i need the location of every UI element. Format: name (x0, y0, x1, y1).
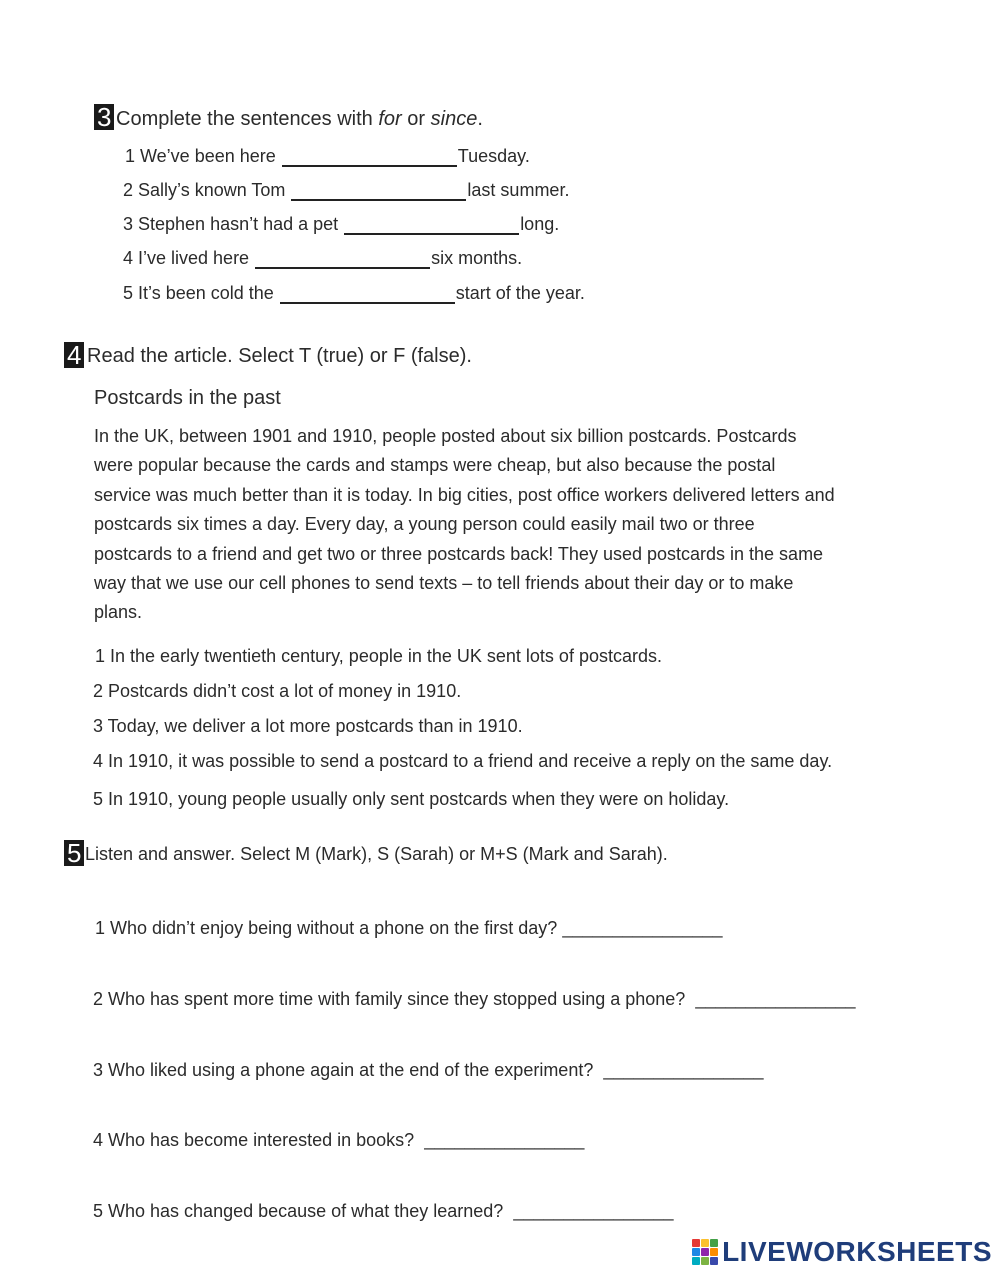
answer-field-q4[interactable]: ________________ (424, 1130, 585, 1150)
gap-fill-item: 5 It’s been cold the start of the year. (123, 283, 585, 303)
answer-field-q5[interactable]: ________________ (513, 1201, 674, 1221)
gap-fill-item: 1 We’ve been here Tuesday. (125, 146, 530, 166)
section-5-instruction: Listen and answer. Select M (Mark), S (Sarah) or M+S (Mark and Sarah). (85, 844, 668, 864)
gap-fill-item: 3 Stephen hasn’t had a pet long. (123, 214, 560, 234)
section-5-number: 5 (64, 840, 84, 866)
article-line: way that we use our cell phones to send texts – to tell friends about their day or to make (94, 573, 794, 594)
article-line: service was much better than it is today. In big cities, post office workers delivered letters and (94, 484, 835, 505)
true-false-statement-4[interactable]: 4 In 1910, it was possible to send a postcard to a friend and receive a reply on the same day. (93, 751, 833, 771)
gap-fill-item: 4 I’ve lived here six months. (123, 248, 523, 268)
logo-text: LIVEWORKSHEETS (722, 1236, 992, 1267)
answer-blank-3[interactable] (344, 215, 519, 235)
article-body (94, 422, 924, 628)
article-line: postcards six times a day. Every day, a young person could easily mail two or three (94, 514, 755, 535)
question-3: 3 Who liked using a phone again at the end of the experiment? ________________ (93, 1060, 764, 1080)
question-2: 2 Who has spent more time with family since they stopped using a phone? ________________ (93, 989, 856, 1009)
question-5: 5 Who has changed because of what they learned? ________________ (93, 1201, 674, 1221)
section-3-number: 3 (94, 104, 114, 130)
answer-field-q3[interactable]: ________________ (603, 1060, 764, 1080)
section-3-instruction: Complete the sentences with for or since. (116, 108, 483, 130)
answer-blank-1[interactable] (282, 147, 457, 167)
true-false-statement-3[interactable]: 3 Today, we deliver a lot more postcards than in 1910. (93, 716, 523, 736)
answer-blank-5[interactable] (280, 284, 455, 304)
article-title: Postcards in the past (94, 387, 281, 409)
gap-fill-item: 2 Sally’s known Tom last summer. (123, 180, 570, 200)
answer-blank-4[interactable] (255, 249, 430, 269)
true-false-statement-2[interactable]: 2 Postcards didn’t cost a lot of money in 1910. (93, 681, 462, 701)
answer-blank-2[interactable] (291, 181, 466, 201)
liveworksheets-grid-icon (692, 1239, 718, 1265)
answer-field-q2[interactable]: ________________ (695, 989, 856, 1009)
article-line: plans. (94, 602, 143, 623)
liveworksheets-logo[interactable] (692, 1236, 992, 1268)
question-1: 1 Who didn’t enjoy being without a phone on the first day? ________________ (95, 918, 723, 938)
section-4-instruction: Read the article. Select T (true) or F (false). (87, 345, 472, 367)
answer-field-q1[interactable]: ________________ (562, 918, 723, 938)
question-4: 4 Who has become interested in books? ________________ (93, 1130, 585, 1150)
article-line: were popular because the cards and stamps were cheap, but also because the postal (94, 455, 776, 476)
true-false-statement-5[interactable]: 5 In 1910, young people usually only sent postcards when they were on holiday. (93, 789, 730, 809)
true-false-statement-1[interactable]: 1 In the early twentieth century, people in the UK sent lots of postcards. (95, 646, 662, 666)
article-line: In the UK, between 1901 and 1910, people posted about six billion postcards. Postcards (94, 426, 797, 446)
article-line: postcards to a friend and get two or three postcards back! They used postcards in the same (94, 543, 824, 564)
section-4-number: 4 (64, 342, 84, 368)
